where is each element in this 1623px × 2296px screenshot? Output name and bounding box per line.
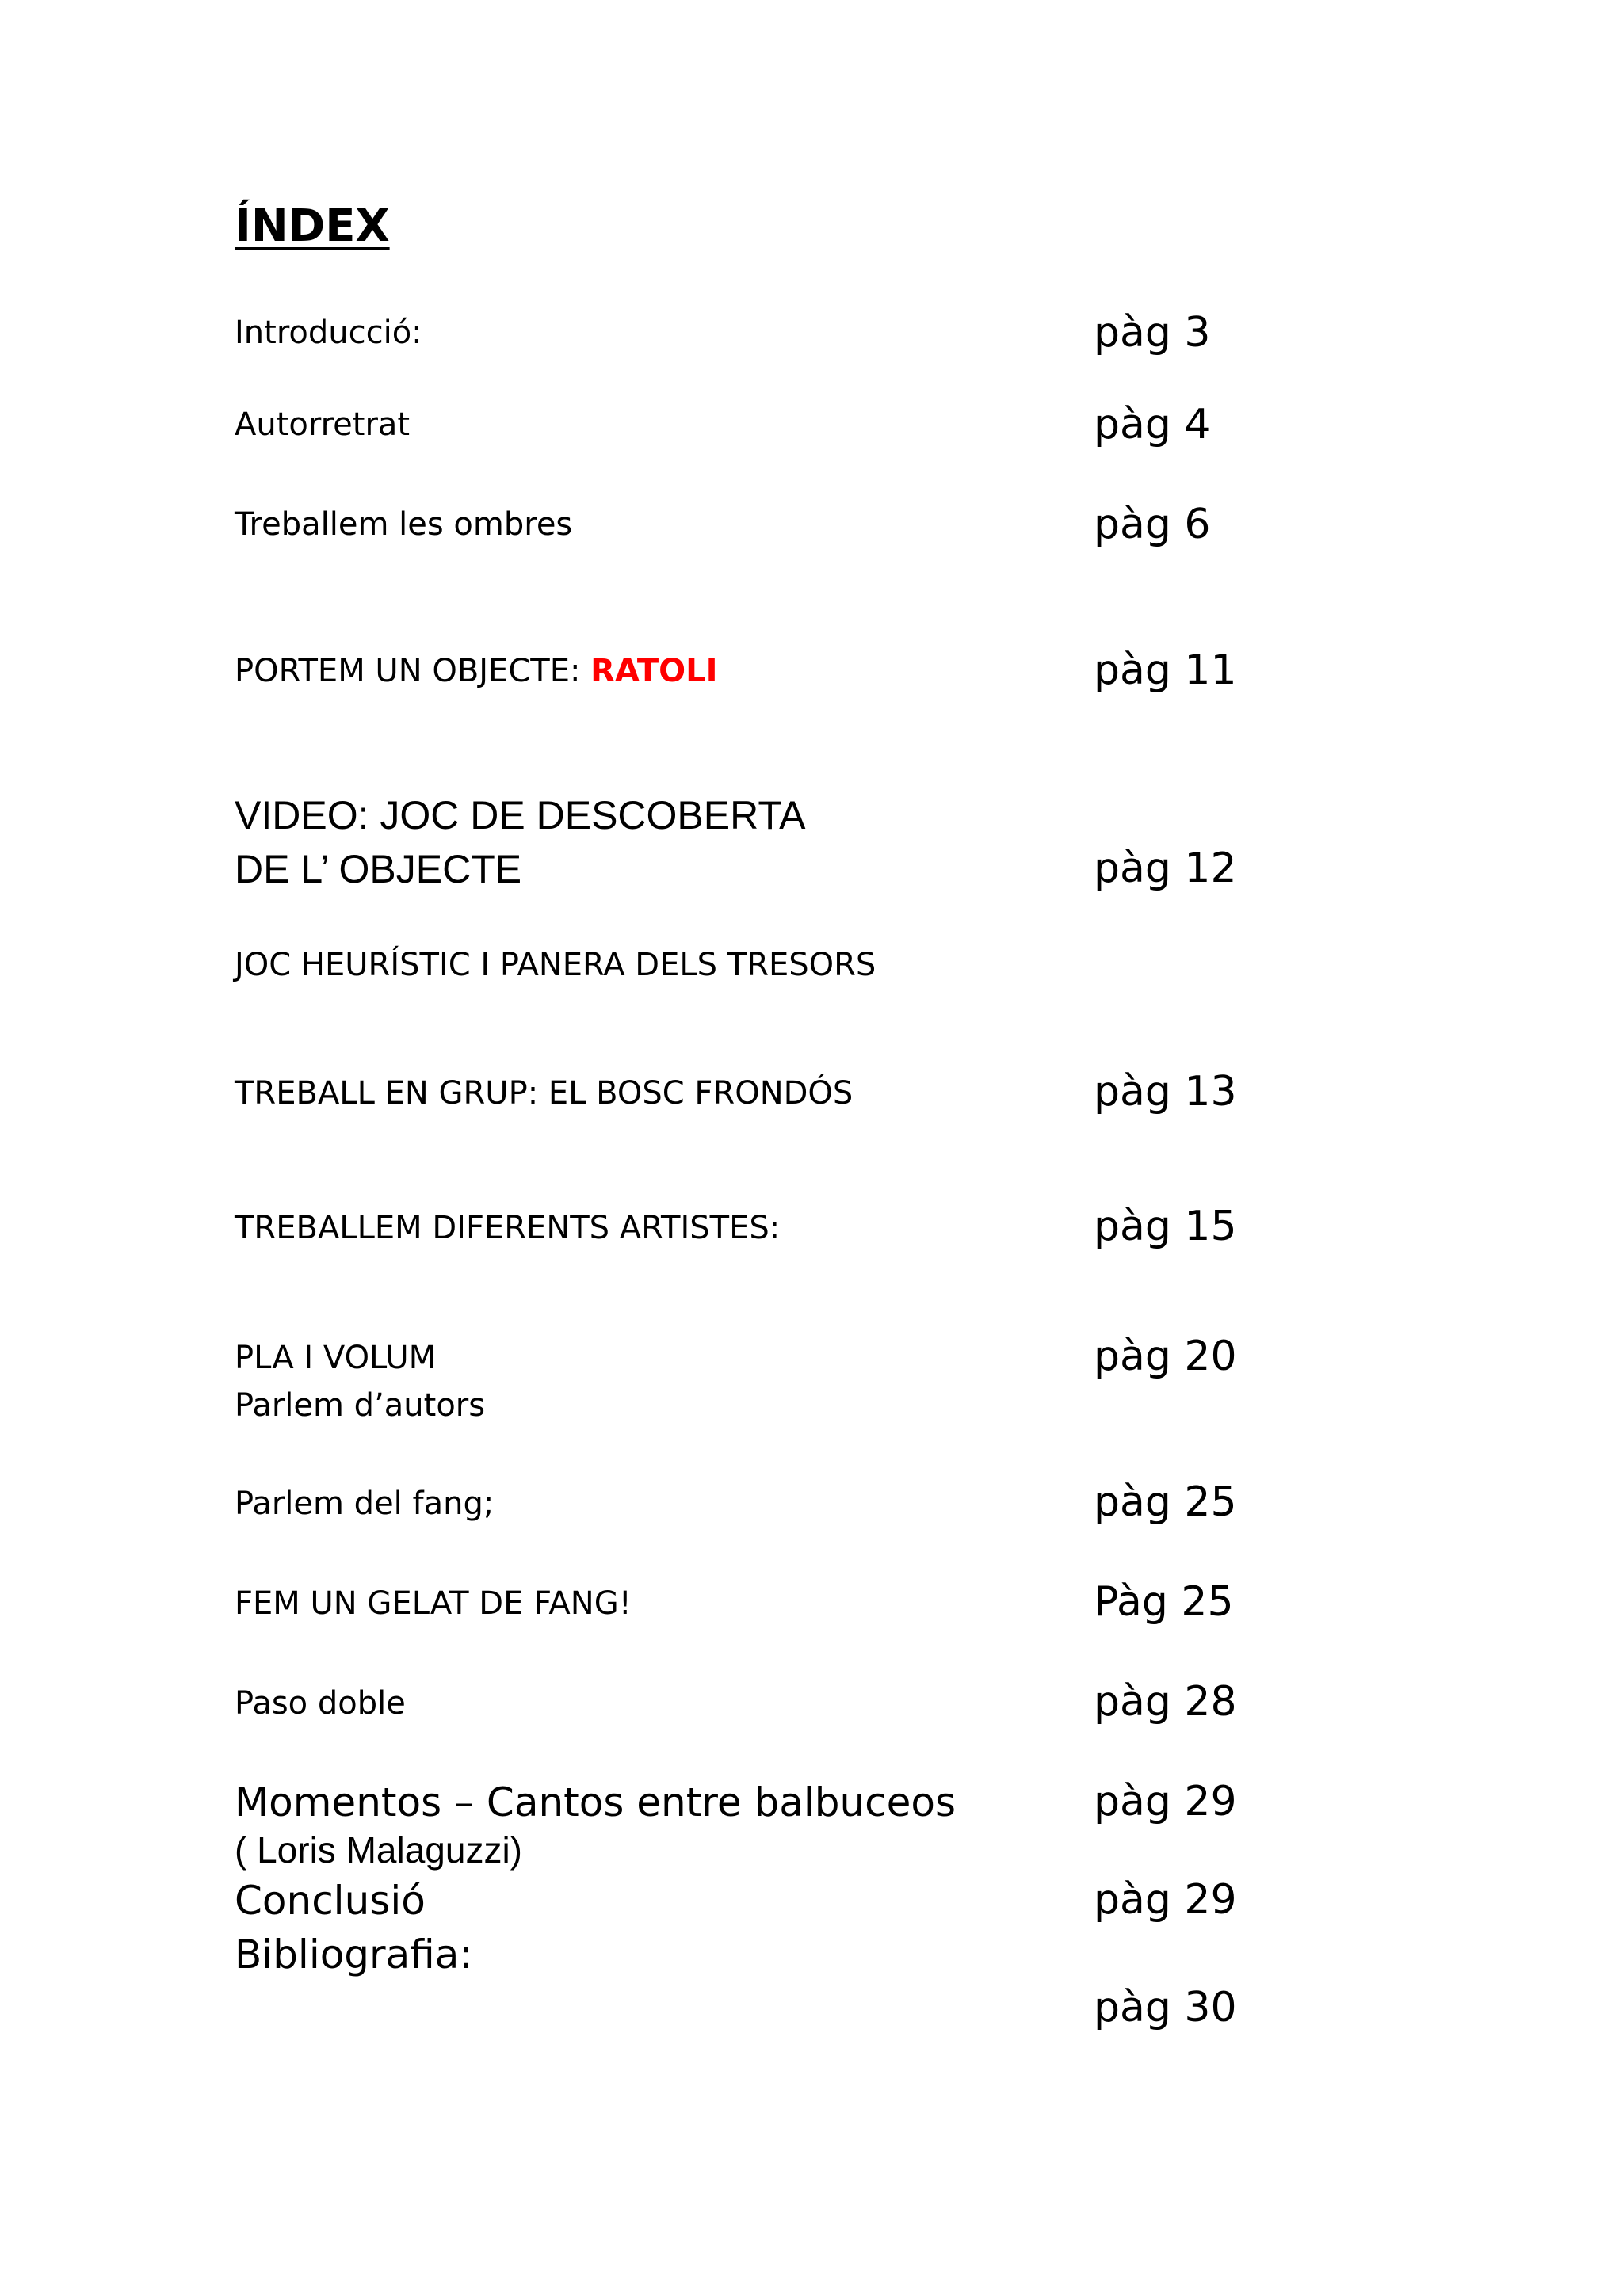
entry-page-introduccio: pàg 3 — [1094, 309, 1211, 357]
entry-label-gelat-fang: FEM UN GELAT DE FANG! — [235, 1585, 632, 1622]
entry-page-autorretrat: pàg 4 — [1094, 401, 1211, 448]
entry-page-portem-objecte: pàg 11 — [1094, 646, 1237, 694]
entry-label-portem-prefix: PORTEM UN OBJECTE: — [235, 653, 591, 689]
entry-label-joc-heuristic: JOC HEURÍSTIC I PANERA DELS TRESORS — [235, 947, 876, 983]
entry-label-momentos-line1: Momentos – Cantos entre balbuceos — [235, 1779, 957, 1825]
entry-page-momentos: pàg 29 — [1094, 1778, 1237, 1825]
entry-label-paso-doble: Paso doble — [235, 1685, 406, 1722]
entry-label-autorretrat: Autorretrat — [235, 406, 411, 443]
entry-label-conclusio: Conclusió — [235, 1878, 426, 1924]
entry-page-parlem-fang: pàg 25 — [1094, 1478, 1237, 1526]
entry-page-paso-doble: pàg 28 — [1094, 1678, 1237, 1726]
entry-page-bibliografia: pàg 30 — [1094, 1984, 1237, 2031]
entry-page-gelat-fang: Pàg 25 — [1094, 1578, 1234, 1626]
entry-page-artistes: pàg 15 — [1094, 1203, 1237, 1250]
entry-page-pla-volum: pàg 20 — [1094, 1333, 1237, 1380]
entry-page-treball-grup: pàg 13 — [1094, 1068, 1237, 1116]
entry-label-treball-grup: TREBALL EN GRUP: EL BOSC FRONDÓS — [235, 1075, 854, 1112]
entry-label-artistes: TREBALLEM DIFERENTS ARTISTES: — [235, 1210, 781, 1246]
entry-label-pla-volum-line1: PLA I VOLUM — [235, 1340, 437, 1376]
entry-label-parlem-fang: Parlem del fang; — [235, 1486, 495, 1522]
entry-label-momentos-line2: ( Loris Malaguzzi) — [235, 1829, 522, 1871]
entry-label-portem-objecte — [235, 655, 717, 687]
entry-label-ratoli-highlight: RATOLI — [590, 653, 718, 689]
entry-page-conclusio: pàg 29 — [1094, 1876, 1237, 1924]
entry-label-pla-volum-line2: Parlem d’autors — [235, 1387, 486, 1424]
entry-page-ombres: pàg 6 — [1094, 501, 1211, 548]
index-title: ÍNDEX — [235, 200, 390, 252]
entry-label-introduccio: Introducció: — [235, 315, 422, 351]
entry-label-ombres: Treballem les ombres — [235, 506, 573, 543]
entry-label-video-line2: DE L’ OBJECTE — [235, 847, 522, 891]
entry-label-bibliografia: Bibliografia: — [235, 1932, 473, 1978]
entry-page-video: pàg 12 — [1094, 845, 1237, 892]
entry-label-video-line1: VIDEO: JOC DE DESCOBERTA — [235, 793, 806, 837]
